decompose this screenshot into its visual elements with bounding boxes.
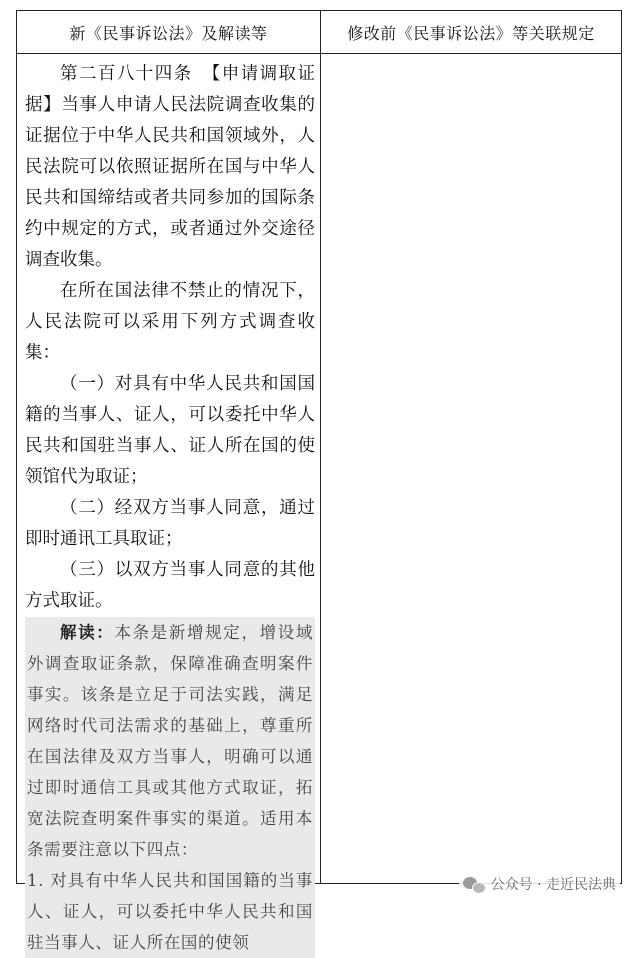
header-right: 修改前《民事诉讼法》等关联规定 xyxy=(347,23,595,43)
article-paragraph-1: 第二百八十四条 【申请调取证据】当事人申请人民法院调查收集的证据位于中华人民共和国领域外，人民法院可以依照证据所在国与中华人民共和国缔结或者共同参加的国际条约中规定的方式，或者通过外交途径调查收集。 xyxy=(25,64,315,270)
table-header xyxy=(17,11,621,54)
interpretation-text: 本条是新增规定，增设域外调查取证条款，保障准确查明案件事实。该条是立足于司法实践，满足网络时代司法需求的基础上，尊重所在国法律及双方当事人，明确可以通过即时通信工具或其他方式取证，拓宽法院查明案件事实的渠道。适用本条需要注意以下四点： xyxy=(27,623,313,859)
article-item-3: （三）以双方当事人同意的其他方式取证。 xyxy=(25,560,315,611)
article-item-1: （一）对具有中华人民共和国国籍的当事人、证人，可以委托中华人民共和国驻当事人、证人所在国的使领馆代为取证； xyxy=(25,374,315,487)
watermark-text: 公众号 · 走近民法典 xyxy=(490,877,616,893)
watermark xyxy=(459,872,620,896)
column-divider xyxy=(320,11,321,883)
interpretation-label: 解读： xyxy=(60,623,115,642)
interpretation-point-1: 1. 对具有中华人民共和国国籍的当事人、证人，可以委托中华人民共和国驻当事人、证人所在国的使领 xyxy=(25,865,315,958)
wechat-icon xyxy=(463,875,485,893)
interpretation-paragraph xyxy=(25,617,315,865)
article-item-2: （二）经双方当事人同意，通过即时通讯工具取证； xyxy=(25,498,315,549)
left-column-content xyxy=(25,59,315,958)
article-paragraph-2: 在所在国法律不禁止的情况下，人民法院可以采用下列方式调查收集： xyxy=(25,281,315,363)
header-left: 新《民事诉讼法》及解读等 xyxy=(69,23,268,43)
